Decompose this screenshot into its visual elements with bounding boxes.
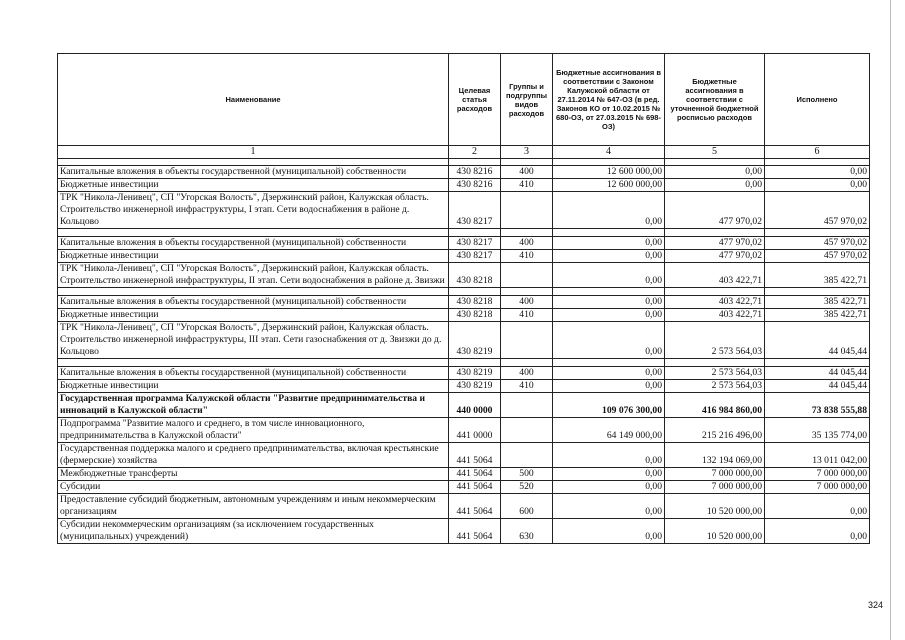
row-refined-cell: 10 520 000,00 [665, 494, 765, 519]
budget-execution-table [57, 53, 870, 544]
row-refined-cell: 403 422,71 [665, 309, 765, 322]
column-number: 3 [501, 146, 553, 159]
table-row [58, 166, 870, 179]
header-budget-law: Бюджетные ассигнования в соответствии с Законом Калужской области от 27.11.2014 № 647-ОЗ (в ред. Законов КО от 10.02.2015 № 680-ОЗ, от 27.03.2015 № 698-ОЗ) [553, 54, 665, 146]
row-name-cell: Капитальные вложения в объекты государственной (муниципальной) собственности [58, 296, 449, 309]
spacer-row [58, 288, 870, 296]
table-row [58, 322, 870, 359]
row-executed-cell: 0,00 [765, 179, 870, 192]
row-group-cell [501, 322, 553, 359]
row-refined-cell: 416 984 860,00 [665, 393, 765, 418]
row-budget-cell: 0,00 [553, 309, 665, 322]
row-name-cell: Предоставление субсидий бюджетным, автономным учреждениям и иным некоммерческим организациям [58, 494, 449, 519]
row-group-cell: 400 [501, 166, 553, 179]
row-target-cell: 440 0000 [449, 393, 501, 418]
row-refined-cell: 215 216 496,00 [665, 418, 765, 443]
table-row [58, 468, 870, 481]
column-number: 2 [449, 146, 501, 159]
row-target-cell: 441 5064 [449, 443, 501, 468]
row-executed-cell: 7 000 000,00 [765, 468, 870, 481]
row-name-cell: Бюджетные инвестиции [58, 380, 449, 393]
row-budget-cell: 0,00 [553, 322, 665, 359]
table-row [58, 367, 870, 380]
row-refined-cell: 132 194 069,00 [665, 443, 765, 468]
row-executed-cell: 35 135 774,00 [765, 418, 870, 443]
row-target-cell: 430 8216 [449, 166, 501, 179]
row-budget-cell: 0,00 [553, 468, 665, 481]
row-budget-cell: 0,00 [553, 237, 665, 250]
row-executed-cell: 44 045,44 [765, 367, 870, 380]
row-executed-cell: 457 970,02 [765, 250, 870, 263]
row-group-cell [501, 393, 553, 418]
row-budget-cell: 0,00 [553, 367, 665, 380]
row-name-cell: Капитальные вложения в объекты государственной (муниципальной) собственности [58, 166, 449, 179]
column-number: 4 [553, 146, 665, 159]
row-target-cell: 430 8218 [449, 296, 501, 309]
row-refined-cell: 403 422,71 [665, 263, 765, 288]
row-executed-cell: 44 045,44 [765, 322, 870, 359]
row-name-cell: ТРК "Никола-Ленивец", СП "Угорская Волость", Дзержинский район, Калужская область. Строительство инженерной инфраструктуры, I этап. Сети водоснабжения в районе д. Кольцово [58, 192, 449, 229]
row-group-cell: 410 [501, 309, 553, 322]
row-refined-cell: 477 970,02 [665, 250, 765, 263]
row-refined-cell: 2 573 564,03 [665, 322, 765, 359]
table-row [58, 192, 870, 229]
row-target-cell: 430 8217 [449, 250, 501, 263]
row-group-cell: 600 [501, 494, 553, 519]
row-target-cell: 441 0000 [449, 418, 501, 443]
row-refined-cell: 403 422,71 [665, 296, 765, 309]
row-executed-cell: 0,00 [765, 519, 870, 544]
row-group-cell [501, 418, 553, 443]
row-target-cell: 430 8219 [449, 322, 501, 359]
table-row [58, 296, 870, 309]
row-executed-cell: 7 000 000,00 [765, 481, 870, 494]
row-name-cell: Бюджетные инвестиции [58, 179, 449, 192]
row-executed-cell: 44 045,44 [765, 380, 870, 393]
table-row [58, 481, 870, 494]
row-executed-cell: 73 838 555,88 [765, 393, 870, 418]
table-row [58, 263, 870, 288]
row-budget-cell: 0,00 [553, 296, 665, 309]
row-group-cell: 500 [501, 468, 553, 481]
row-group-cell: 410 [501, 380, 553, 393]
row-executed-cell: 385 422,71 [765, 296, 870, 309]
row-name-cell: ТРК "Никола-Ленивец", СП "Угорская Волость", Дзержинский район, Калужская область. Строительство инженерной инфраструктуры, III этап. Сети газоснабжения от д. Звизжи до д. Кольцово [58, 322, 449, 359]
row-executed-cell: 0,00 [765, 494, 870, 519]
row-target-cell: 430 8218 [449, 263, 501, 288]
row-budget-cell: 0,00 [553, 263, 665, 288]
header-executed: Исполнено [765, 54, 870, 146]
row-refined-cell: 0,00 [665, 166, 765, 179]
row-refined-cell: 0,00 [665, 179, 765, 192]
row-budget-cell: 0,00 [553, 519, 665, 544]
row-refined-cell: 10 520 000,00 [665, 519, 765, 544]
row-name-cell: Капитальные вложения в объекты государственной (муниципальной) собственности [58, 237, 449, 250]
table-row [58, 393, 870, 418]
table-row [58, 494, 870, 519]
row-group-cell [501, 192, 553, 229]
row-group-cell: 410 [501, 179, 553, 192]
table-row [58, 237, 870, 250]
row-group-cell [501, 443, 553, 468]
header-target-article: Целевая статья расходов [449, 54, 501, 146]
table-row [58, 179, 870, 192]
row-budget-cell: 0,00 [553, 443, 665, 468]
row-budget-cell: 64 149 000,00 [553, 418, 665, 443]
row-target-cell: 430 8217 [449, 192, 501, 229]
row-name-cell: Межбюджетные трансферты [58, 468, 449, 481]
row-target-cell: 430 8216 [449, 179, 501, 192]
row-budget-cell: 12 600 000,00 [553, 166, 665, 179]
row-budget-cell: 109 076 300,00 [553, 393, 665, 418]
table-row [58, 380, 870, 393]
row-group-cell: 400 [501, 237, 553, 250]
row-group-cell: 400 [501, 296, 553, 309]
row-executed-cell: 385 422,71 [765, 309, 870, 322]
page-number: 324 [867, 600, 883, 610]
row-name-cell: Государственная программа Калужской области "Развитие предпринимательства и инноваций в Калужской области" [58, 393, 449, 418]
row-refined-cell: 477 970,02 [665, 237, 765, 250]
table-row [58, 250, 870, 263]
row-name-cell: Субсидии [58, 481, 449, 494]
row-budget-cell: 0,00 [553, 481, 665, 494]
row-name-cell: Бюджетные инвестиции [58, 250, 449, 263]
row-budget-cell: 0,00 [553, 250, 665, 263]
table-row [58, 309, 870, 322]
row-executed-cell: 385 422,71 [765, 263, 870, 288]
table-row [58, 418, 870, 443]
row-target-cell: 441 5064 [449, 481, 501, 494]
row-budget-cell: 0,00 [553, 494, 665, 519]
row-target-cell: 430 8219 [449, 367, 501, 380]
spacer-row [58, 229, 870, 237]
row-group-cell: 520 [501, 481, 553, 494]
header-gap-row [58, 159, 870, 166]
row-target-cell: 430 8218 [449, 309, 501, 322]
header-name: Наименование [58, 54, 449, 146]
row-refined-cell: 7 000 000,00 [665, 481, 765, 494]
row-name-cell: ТРК "Никола-Ленивец", СП "Угорская Волость", Дзержинский район, Калужская область. Строительство инженерной инфраструктуры, II этап. Сети водоснабжения в районе д. Звизжи [58, 263, 449, 288]
row-target-cell: 430 8217 [449, 237, 501, 250]
row-executed-cell: 13 011 042,00 [765, 443, 870, 468]
row-target-cell: 441 5064 [449, 494, 501, 519]
row-group-cell: 410 [501, 250, 553, 263]
row-group-cell: 630 [501, 519, 553, 544]
table-row [58, 519, 870, 544]
row-executed-cell: 0,00 [765, 166, 870, 179]
row-budget-cell: 12 600 000,00 [553, 179, 665, 192]
row-group-cell: 400 [501, 367, 553, 380]
row-refined-cell: 2 573 564,03 [665, 380, 765, 393]
row-refined-cell: 477 970,02 [665, 192, 765, 229]
row-name-cell: Подпрограмма "Развитие малого и среднего, в том числе инновационного, предпринимательства в Калужской области" [58, 418, 449, 443]
row-name-cell: Капитальные вложения в объекты государственной (муниципальной) собственности [58, 367, 449, 380]
row-target-cell: 441 5064 [449, 519, 501, 544]
row-target-cell: 441 5064 [449, 468, 501, 481]
page-edge-line [890, 0, 891, 640]
column-number: 6 [765, 146, 870, 159]
row-executed-cell: 457 970,02 [765, 237, 870, 250]
row-budget-cell: 0,00 [553, 192, 665, 229]
row-name-cell: Государственная поддержка малого и среднего предпринимательства, включая крестьянские (фермерские) хозяйства [58, 443, 449, 468]
row-refined-cell: 2 573 564,03 [665, 367, 765, 380]
column-number-row [58, 146, 870, 159]
row-group-cell [501, 263, 553, 288]
column-number: 1 [58, 146, 449, 159]
row-name-cell: Бюджетные инвестиции [58, 309, 449, 322]
row-target-cell: 430 8219 [449, 380, 501, 393]
header-expense-groups: Группы и подгруппы видов расходов [501, 54, 553, 146]
row-executed-cell: 457 970,02 [765, 192, 870, 229]
spacer-row [58, 359, 870, 367]
column-number: 5 [665, 146, 765, 159]
header-refined-budget: Бюджетные ассигнования в соответствии с уточненной бюджетной росписью расходов [665, 54, 765, 146]
row-budget-cell: 0,00 [553, 380, 665, 393]
table-body [58, 166, 870, 544]
row-name-cell: Субсидии некоммерческим организациям (за исключением государственных (муниципальных) учреждений) [58, 519, 449, 544]
row-refined-cell: 7 000 000,00 [665, 468, 765, 481]
table-header-row [58, 54, 870, 146]
table-row [58, 443, 870, 468]
